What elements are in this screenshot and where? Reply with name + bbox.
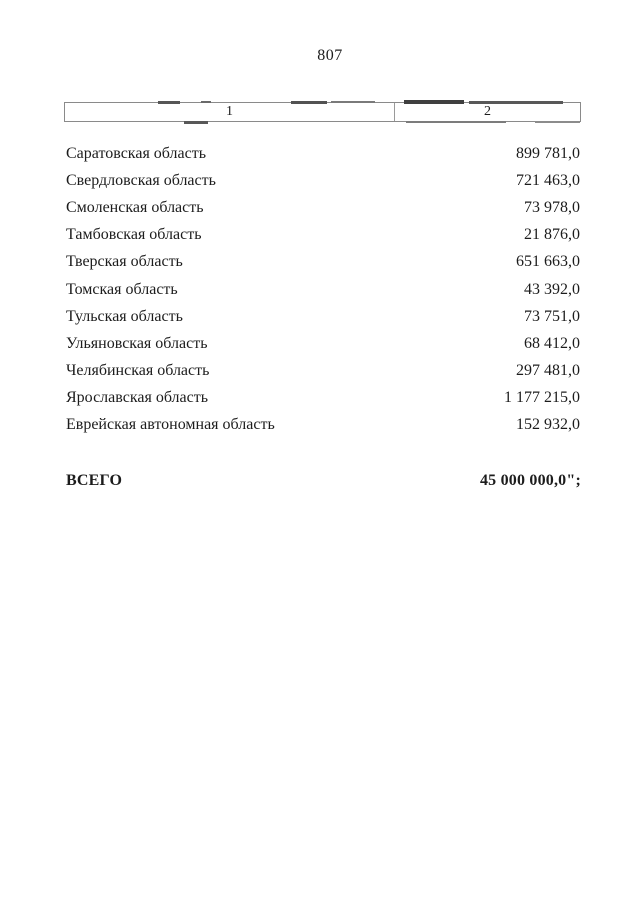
page-number: 807	[317, 47, 343, 64]
table-row	[0, 167, 640, 194]
scan-smudge	[331, 101, 375, 103]
region-name: Челябинская область	[66, 362, 210, 380]
table-header-row	[64, 102, 581, 122]
table-row	[0, 412, 640, 439]
scan-smudge	[291, 101, 327, 104]
region-name: Ярославская область	[66, 389, 209, 407]
scan-smudge	[406, 121, 506, 123]
region-value: 721 463,0	[516, 171, 580, 189]
region-value: 297 481,0	[516, 362, 580, 380]
region-value: 43 392,0	[524, 280, 580, 298]
region-value: 651 663,0	[516, 253, 580, 271]
scan-smudge	[184, 121, 208, 124]
scan-smudge	[201, 101, 211, 103]
region-name: Тульская область	[66, 307, 183, 325]
region-name: Свердловская область	[66, 171, 216, 189]
table-row	[0, 330, 640, 357]
table-row	[0, 249, 640, 276]
table-row	[0, 385, 640, 412]
region-value: 152 932,0	[516, 416, 580, 434]
region-value: 73 978,0	[524, 198, 580, 216]
region-name: Тверская область	[66, 253, 183, 271]
table-row	[0, 222, 640, 249]
scan-smudge	[469, 101, 563, 104]
table-row	[0, 303, 640, 330]
table-row	[0, 140, 640, 167]
region-value: 899 781,0	[516, 144, 580, 162]
region-name: Еврейская автономная область	[66, 416, 275, 434]
table-row	[0, 276, 640, 303]
table-row	[0, 194, 640, 221]
region-value: 68 412,0	[524, 334, 580, 352]
total-value: 45 000 000,0";	[479, 471, 581, 489]
header-cell-column-1: 1	[65, 103, 395, 121]
region-value: 73 751,0	[524, 307, 580, 325]
scan-smudge	[158, 101, 180, 104]
region-name: Томская область	[66, 280, 178, 298]
region-table	[0, 140, 640, 439]
region-value: 1 177 215,0	[504, 389, 580, 407]
region-name: Ульяновская область	[66, 334, 208, 352]
region-name: Саратовская область	[66, 144, 207, 162]
region-name: Тамбовская область	[66, 226, 202, 244]
table-row	[0, 358, 640, 385]
scan-smudge	[535, 121, 580, 123]
total-label: ВСЕГО	[66, 471, 123, 489]
total-row	[0, 467, 640, 494]
scan-smudge	[404, 100, 464, 104]
header-cell-column-2: 2	[484, 104, 491, 119]
region-value: 21 876,0	[524, 226, 580, 244]
region-name: Смоленская область	[66, 198, 204, 216]
